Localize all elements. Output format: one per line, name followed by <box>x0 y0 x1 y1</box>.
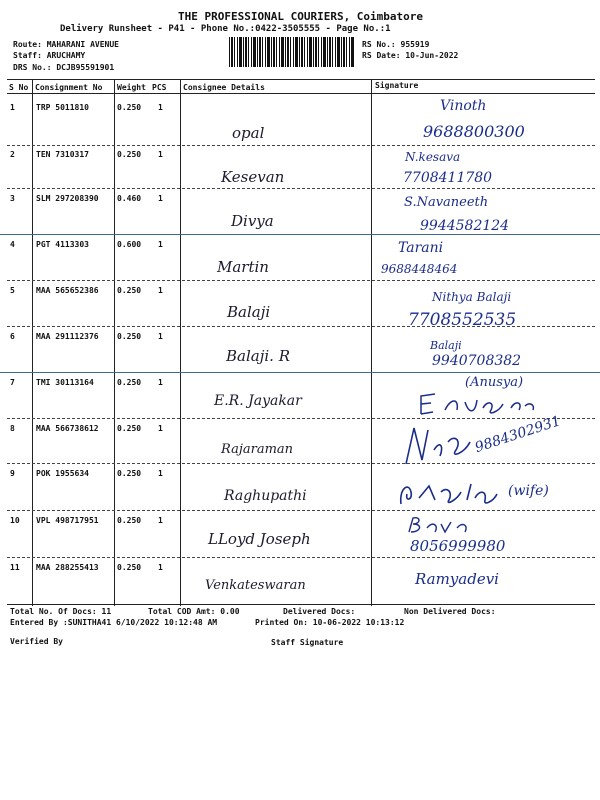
row-phone: 9688448464 <box>381 262 458 276</box>
row-phone: 7708411780 <box>403 170 493 186</box>
row-consignment: MAA 566738612 <box>36 424 99 433</box>
row-sno: 7 <box>10 378 15 387</box>
row-pcs: 1 <box>158 469 163 478</box>
row-weight: 0.250 <box>117 563 142 572</box>
row-separator <box>7 145 595 146</box>
row-signature: S.Navaneeth <box>404 195 489 210</box>
row-signature: Balaji <box>430 339 462 352</box>
verified-by: Verified By <box>10 637 63 646</box>
col-header-signature: Signature <box>375 81 419 90</box>
row-consignee: Martin <box>217 258 269 276</box>
row-consignment: MAA 565652386 <box>36 286 99 295</box>
row-weight: 0.250 <box>117 424 142 433</box>
col-header-sno: S No <box>9 83 29 92</box>
delivered-docs: Delivered Docs: <box>283 607 356 616</box>
row-phone: 9944582124 <box>420 218 510 234</box>
entered-by: Entered By :SUNITHA41 6/10/2022 10:12:48 AM <box>10 618 218 627</box>
row-separator <box>7 326 595 327</box>
col-divider-4 <box>371 79 372 606</box>
row-pcs: 1 <box>158 516 163 525</box>
non-delivered-docs: Non Delivered Docs: <box>404 607 496 616</box>
row-consignee: E.R. Jayakar <box>214 393 302 409</box>
row-consignee: Kesevan <box>221 168 285 186</box>
row-consignee: Divya <box>231 212 274 230</box>
table-top-rule <box>7 79 595 80</box>
row-separator <box>7 280 595 281</box>
row-signature: N.kesava <box>405 150 461 164</box>
row-weight: 0.250 <box>117 378 142 387</box>
row-consignee: LLoyd Joseph <box>208 530 311 548</box>
row-phone: 9940708382 <box>432 353 522 369</box>
row-sno: 10 <box>10 516 20 525</box>
row-pcs: 1 <box>158 103 163 112</box>
row-weight: 0.250 <box>117 286 142 295</box>
row-consignee: Raghupathi <box>224 488 307 504</box>
total-cod: Total COD Amt: 0.00 <box>148 607 240 616</box>
signature-scrawl <box>415 390 545 418</box>
row-separator <box>7 188 595 189</box>
row-consignee: Rajaraman <box>221 442 294 457</box>
company-title: THE PROFESSIONAL COURIERS, Coimbatore <box>178 10 424 23</box>
col-header-consignee: Consignee Details <box>183 83 265 92</box>
row-sno: 11 <box>10 563 20 572</box>
row-weight: 0.250 <box>117 103 142 112</box>
row-sno: 8 <box>10 424 15 433</box>
row-pcs: 1 <box>158 286 163 295</box>
row-consignment: POK 1955634 <box>36 469 89 478</box>
row-weight: 0.460 <box>117 194 142 203</box>
row-separator <box>7 463 595 464</box>
row-consignment: TEN 7310317 <box>36 150 89 159</box>
runsheet-title: Delivery Runsheet - P41 - Phone No.:0422-3505555 - Page No.:1 <box>60 24 391 34</box>
row-sno: 6 <box>10 332 15 341</box>
printed-on: Printed On: 10-06-2022 10:13:12 <box>255 618 405 627</box>
row-weight: 0.250 <box>117 469 142 478</box>
row-pcs: 1 <box>158 240 163 249</box>
row-signature: Nithya Balaji <box>432 290 512 304</box>
total-docs: Total No. Of Docs: 11 <box>10 607 112 616</box>
staff-signature: Staff Signature <box>271 638 344 647</box>
row-pcs: 1 <box>158 424 163 433</box>
row-consignee: Venkateswaran <box>205 578 306 593</box>
signature-scrawl <box>405 514 477 536</box>
col-divider-3 <box>180 79 181 606</box>
row-signature: Vinoth <box>440 98 487 114</box>
row-consignment: MAA 291112376 <box>36 332 99 341</box>
row-consignment: MAA 288255413 <box>36 563 99 572</box>
row-consignment: SLM 297208390 <box>36 194 99 203</box>
row-consignment: TRP 5011810 <box>36 103 89 112</box>
row-consignment: PGT 4113303 <box>36 240 89 249</box>
staff-label: Staff: ARUCHAMY <box>13 51 86 60</box>
col-divider-1 <box>32 79 33 606</box>
col-header-consignment: Consignment No <box>35 83 103 92</box>
row-sno: 3 <box>10 194 15 203</box>
row-weight: 0.250 <box>117 150 142 159</box>
row-pcs: 1 <box>158 332 163 341</box>
row-consignment: TMI 30113164 <box>36 378 94 387</box>
row-pcs: 1 <box>158 563 163 572</box>
row-signature: Ramyadevi <box>415 570 499 588</box>
col-header-pcs: PCS <box>152 83 167 92</box>
rs-number: RS No.: 955919 <box>362 40 430 49</box>
row-sno: 2 <box>10 150 15 159</box>
row-pcs: 1 <box>158 378 163 387</box>
row-signature: Tarani <box>398 240 444 256</box>
row-phone: 9688800300 <box>423 122 525 141</box>
row-phone: 9884302931 <box>473 413 563 456</box>
row-weight: 0.250 <box>117 516 142 525</box>
barcode-image <box>229 37 355 67</box>
row-separator <box>0 234 600 235</box>
row-sno: 1 <box>10 103 15 112</box>
row-pcs: 1 <box>158 194 163 203</box>
row-signature: (wife) <box>508 483 549 499</box>
col-divider-2 <box>114 79 115 606</box>
row-sno: 9 <box>10 469 15 478</box>
row-separator <box>0 372 600 373</box>
table-header-rule <box>7 93 595 94</box>
table-bottom-rule <box>7 604 595 605</box>
row-separator <box>7 510 595 511</box>
row-separator <box>7 557 595 558</box>
row-separator <box>7 418 595 419</box>
signature-scrawl <box>395 478 505 508</box>
signature-scrawl <box>400 420 480 468</box>
col-header-weight: Weight <box>117 83 146 92</box>
row-weight: 0.250 <box>117 332 142 341</box>
row-signature: (Anusya) <box>465 375 524 390</box>
row-consignee: Balaji. R <box>226 347 290 365</box>
row-phone: 8056999980 <box>410 537 506 555</box>
rs-date: RS Date: 10-Jun-2022 <box>362 51 459 60</box>
row-sno: 5 <box>10 286 15 295</box>
row-consignee: opal <box>232 124 265 142</box>
row-sno: 4 <box>10 240 15 249</box>
route-label: Route: MAHARANI AVENUE <box>13 40 119 49</box>
row-phone: 7708552535 <box>408 310 517 330</box>
row-consignment: VPL 498717951 <box>36 516 99 525</box>
row-consignee: Balaji <box>227 303 271 321</box>
row-weight: 0.600 <box>117 240 142 249</box>
row-pcs: 1 <box>158 150 163 159</box>
drs-number: DRS No.: DCJB95591901 <box>13 63 115 72</box>
